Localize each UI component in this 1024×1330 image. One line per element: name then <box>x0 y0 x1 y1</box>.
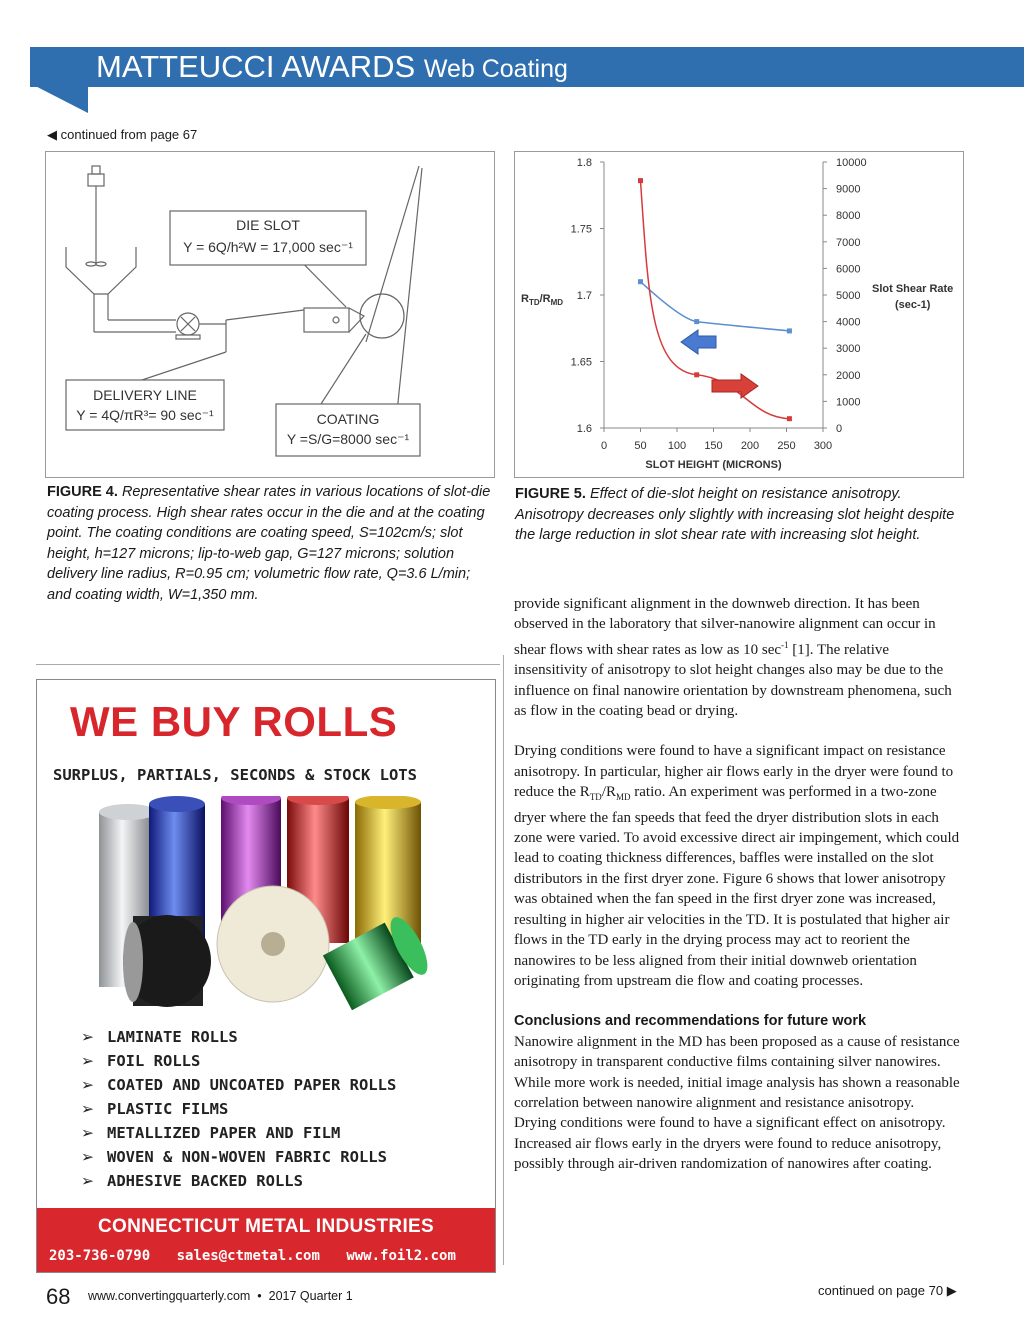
ad-subtitle: SURPLUS, PARTIALS, SECONDS & STOCK LOTS <box>53 766 417 784</box>
series-line-ratio <box>641 282 790 331</box>
arrow-bullet-icon: ➢ <box>81 1148 94 1166</box>
ad-email-link[interactable]: sales@ctmetal.com <box>176 1248 320 1264</box>
x-tick-label: 300 <box>813 440 833 452</box>
delivery-line-label: DELIVERY LINE <box>93 387 197 403</box>
y2-tick-label: 4000 <box>836 316 861 329</box>
column-divider-horizontal <box>36 664 500 665</box>
y2-tick-label: 0 <box>836 423 843 435</box>
title-main: MATTEUCCI AWARDS <box>96 49 416 84</box>
arrow-bullet-icon: ➢ <box>81 1124 94 1142</box>
ad-website-link[interactable]: www.foil2.com <box>346 1248 456 1264</box>
body-paragraph-3: Nanowire alignment in the MD has been proposed as a cause of resistance anisotropy in transparent conductive films containing silver nanowires. While more work is needed, initial image analysis has shown a reasonable correlation between nanowire alignment and resistance anisotropy. Drying conditions were found to have a significant effect on anisotropy. Increased air flows early in the dryers were found to reduce anisotropy, possibly through air-driven randomization of nanowires after coating. <box>514 1033 960 1173</box>
x-tick-label: 250 <box>777 440 796 452</box>
figure-5 <box>514 151 964 478</box>
ad-list-item: ➢ WOVEN & NON-WOVEN FABRIC ROLLS <box>81 1145 396 1169</box>
ad-phone[interactable]: 203-736-0790 <box>49 1248 151 1264</box>
data-point <box>638 279 643 284</box>
coating-label: COATING <box>316 411 380 427</box>
roll-black-tape <box>123 915 211 1007</box>
die-slot-equation: Υ = 6Q/h²W = 17,000 sec⁻¹ <box>183 239 353 255</box>
figure-4-caption-text: Representative shear rates in various locations of slot-die coating process. High shear rates occur in the die and at the coating point. The coating conditions are coating speed, S=102cm/s; slot height, h=127 microns; lip-to-web gap, G=127 microns; solution delivery line radius, R=0.95 cm; volumetric flow rate, Q=3.6 L/min; and coating width, W=1,350 mm. <box>47 484 491 603</box>
ad-list-item: ➢ COATED AND UNCOATED PAPER ROLLS <box>81 1073 396 1097</box>
x-tick-label: 0 <box>600 440 608 452</box>
figure-4-caption <box>47 482 493 605</box>
triangle-left-icon: ◀ <box>47 127 57 142</box>
y-tick-label: 1.7 <box>576 290 592 302</box>
ad-list-item: ➢ METALLIZED PAPER AND FILM <box>81 1121 396 1145</box>
figure-4-caption-label: FIGURE 4. <box>47 484 118 500</box>
ad-list-item: ➢ FOIL ROLLS <box>81 1049 396 1073</box>
y2-tick-label: 7000 <box>836 236 861 249</box>
ad-company-name: CONNECTICUT METAL INDUSTRIES <box>98 1216 434 1237</box>
body-column <box>514 594 960 1175</box>
die-slot-label: DIE SLOT <box>236 217 300 233</box>
data-point <box>694 372 699 377</box>
figure-5-chart <box>515 152 963 477</box>
body-paragraph-1: provide significant alignment in the downweb direction. It has been observed in the laboratory that silver-nanowire alignment can occur in shear flows with shear rates as low as 10 $\sec^{-1} [1]$. The relative insensitivity of anisotropy to slot height changes also may be due to the influence on final nanowire orientation by downstream phenomena, such as flow in the coating bead or drying. <box>514 596 952 720</box>
footer-bullet: • <box>253 1289 266 1303</box>
y2-tick-label: 5000 <box>836 290 861 302</box>
continued-from-text: continued from page 67 <box>60 127 198 142</box>
footer-site-link[interactable]: www.convertingquarterly.com <box>88 1289 251 1303</box>
arrow-bullet-icon: ➢ <box>81 1100 94 1118</box>
delivery-line-equation: Υ = 4Q/πR³= 90 sec⁻¹ <box>76 407 214 423</box>
continued-to-note <box>818 1283 957 1299</box>
section-heading: Conclusions and recommendations for future work <box>514 1013 867 1030</box>
tank <box>66 247 136 294</box>
y2-axis-label-unit: (sec-1) <box>895 299 931 311</box>
triangle-right-icon: ▶ <box>946 1283 957 1298</box>
y2-tick-label: 9000 <box>836 183 861 196</box>
coating-roll <box>360 294 404 338</box>
mixer-motor <box>88 174 104 186</box>
die <box>304 308 349 332</box>
ad-item-list <box>81 1025 396 1193</box>
x-axis-label: SLOT HEIGHT (MICRONS) <box>645 459 782 471</box>
ad-list-item: ➢ PLASTIC FILMS <box>81 1097 396 1121</box>
figure-5-caption <box>515 484 955 546</box>
advertisement[interactable] <box>36 679 496 1273</box>
arrow-bullet-icon: ➢ <box>81 1172 94 1190</box>
y2-tick-label: 6000 <box>836 263 861 276</box>
arrow-bullet-icon: ➢ <box>81 1028 94 1046</box>
data-point <box>787 328 792 333</box>
mixer-cap <box>92 166 100 174</box>
x-tick-label: 100 <box>667 440 687 452</box>
y2-tick-label: 8000 <box>836 210 861 223</box>
ad-contact-bar <box>37 1208 495 1272</box>
x-tick-label: 150 <box>704 440 723 452</box>
data-point <box>787 416 792 421</box>
y2-tick-label: 1000 <box>836 396 861 409</box>
footer-info <box>88 1289 353 1303</box>
ad-contact-info <box>49 1248 474 1264</box>
ad-list-item: ➢ ADHESIVE BACKED ROLLS <box>81 1169 396 1193</box>
rolls-image <box>37 796 495 1026</box>
column-divider-vertical <box>503 655 504 1265</box>
figure-5-caption-label: FIGURE 5. <box>515 486 586 502</box>
y-axis-label: $R_{TD}/R_{MD}$ <box>521 293 564 307</box>
roll-white-paper <box>217 886 329 1002</box>
data-point <box>638 178 643 183</box>
x-tick-label: 200 <box>740 440 760 452</box>
arrow-left-icon <box>681 330 716 354</box>
y-tick-label: 1.6 <box>576 423 592 435</box>
figure-4-diagram <box>46 152 494 477</box>
header-tab-decoration <box>30 47 88 113</box>
coating-equation: Υ =S/G=8000 sec⁻¹ <box>286 431 410 447</box>
y2-axis-label: Slot Shear Rate <box>872 283 954 295</box>
y2-tick-label: 2000 <box>836 369 861 382</box>
y-tick-label: 1.75 <box>570 223 592 236</box>
footer-issue: 2017 Quarter 1 <box>268 1289 353 1303</box>
y-tick-label: 1.8 <box>576 157 592 169</box>
body-paragraph-2: Drying conditions were found to have a significant impact on resistance anisotropy. In particular, higher air flows early in the dryer were found to reduce the $R_{TD}/R_{MD}$ ratio. An experiment was performed in a two-zone dryer where the fan speeds that feed the dryer distribution slots in each zone were varied. To avoid excessive direct air impingement, which could lead to coating thickness differences, baffles were installed on the slot distributors in the first dryer zone. Figure 6 shows that lower anisotropy was obtained when the fan speed in the first dryer zone was increased, resulting in higher air velocities in the TD. It is postulated that higher air flows in the TD early in the drying process may act to reorient the nanowires to be less aligned from their initial downweb orientation originating from upstream die flow and coating processes. <box>514 743 960 989</box>
ad-list-item: ➢ LAMINATE ROLLS <box>81 1025 396 1049</box>
continued-to-text: continued on page 70 <box>818 1283 944 1298</box>
figure-4 <box>45 151 495 478</box>
arrow-bullet-icon: ➢ <box>81 1076 94 1094</box>
data-point <box>694 319 699 324</box>
continued-from-note <box>47 127 197 143</box>
arrow-right-icon <box>712 374 758 398</box>
page-number: 68 <box>46 1284 71 1309</box>
page-title <box>96 49 568 87</box>
x-tick-label: 50 <box>634 440 647 452</box>
y2-tick-label: 10000 <box>836 157 867 169</box>
arrow-bullet-icon: ➢ <box>81 1052 94 1070</box>
y2-tick-label: 3000 <box>836 343 861 356</box>
y-tick-label: 1.65 <box>570 356 592 369</box>
title-sub: Web Coating <box>423 55 568 83</box>
roll-gold <box>355 796 421 950</box>
ad-title: WE BUY ROLLS <box>70 698 398 745</box>
figure-5-caption-text: Effect of die-slot height on resistance anisotropy. Anisotropy decreases only slightly with increasing slot height despite the large reduction in slot shear rate with increasing slot height. <box>515 486 955 543</box>
